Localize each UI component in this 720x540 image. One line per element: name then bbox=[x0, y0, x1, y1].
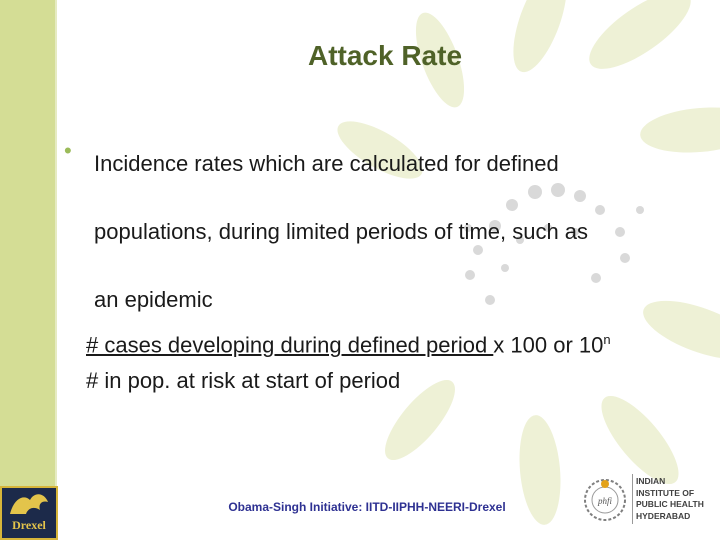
phfi-emblem-icon bbox=[578, 470, 632, 530]
drexel-wordmark: Drexel bbox=[12, 518, 46, 532]
iiph-line-2: INSTITUTE OF bbox=[636, 487, 695, 498]
formula-exponent: n bbox=[603, 332, 611, 347]
iiph-wordmark bbox=[636, 476, 704, 522]
formula-denominator: # in pop. at risk at start of period bbox=[86, 368, 401, 394]
formula-multiplier: x 100 or 10 bbox=[493, 332, 604, 358]
attack-rate-formula bbox=[86, 322, 611, 399]
drexel-logo bbox=[0, 486, 58, 540]
iiph-line-1: INDIAN bbox=[636, 476, 666, 486]
logo-divider bbox=[632, 474, 633, 524]
iiph-logo bbox=[578, 470, 718, 530]
bullet-line-3: an epidemic bbox=[94, 287, 213, 312]
svg-text:phfi: phfi bbox=[597, 496, 613, 506]
formula-numerator: # cases developing during defined period bbox=[86, 332, 494, 358]
bullet-text bbox=[94, 130, 694, 334]
formula-numerator-row bbox=[86, 322, 611, 363]
bullet-marker: • bbox=[64, 138, 72, 163]
iiph-line-4: HYDERABAD bbox=[636, 510, 691, 521]
bullet-line-2: populations, during limited periods of time, such as bbox=[94, 219, 589, 244]
slide-title: Attack Rate bbox=[307, 40, 463, 71]
iiph-line-3: PUBLIC HEALTH bbox=[636, 499, 704, 509]
footer-text: Obama-Singh Initiative: IITD-IIPHH-NEERI-Drexel bbox=[228, 500, 506, 514]
dragon-icon bbox=[2, 488, 56, 518]
bullet-line-1: Incidence rates which are calculated for defined bbox=[94, 151, 559, 176]
